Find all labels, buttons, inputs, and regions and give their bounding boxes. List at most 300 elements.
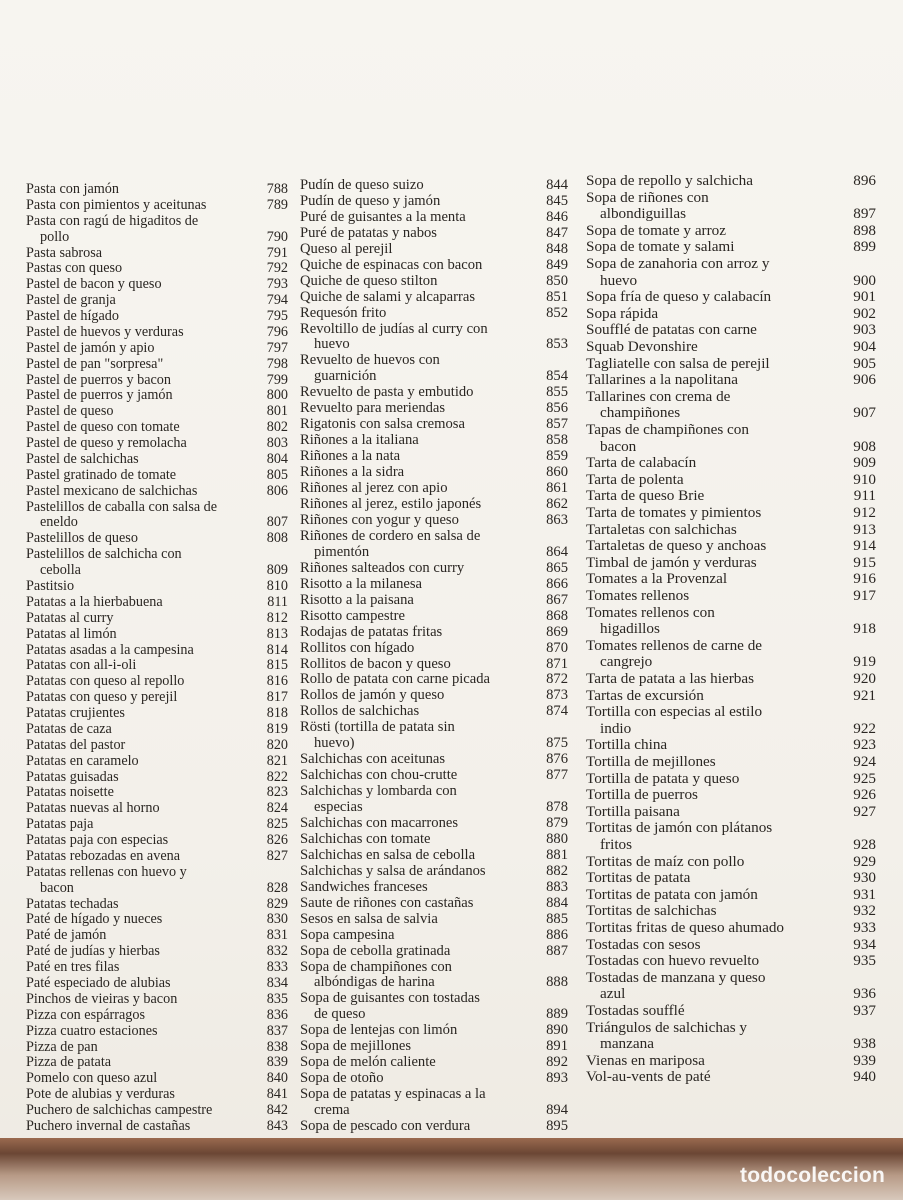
entry-title-continuation: azul	[600, 985, 626, 1003]
index-entry	[300, 815, 568, 831]
entry-page-number: 788	[266, 181, 288, 197]
index-entry	[26, 483, 288, 499]
index-entry	[586, 355, 876, 372]
entry-page-number: 932	[853, 902, 876, 920]
index-entry	[300, 1070, 568, 1086]
entry-page-number: 890	[546, 1022, 568, 1039]
entry-page-number: 908	[853, 437, 876, 455]
entry-title: Tartaletas con salchichas	[586, 520, 737, 538]
entry-title-continuation: indio	[600, 719, 632, 737]
entry-title: Paté especiado de alubias	[26, 975, 171, 991]
entry-title: Tostadas soufflé	[586, 1002, 685, 1019]
index-entry	[300, 911, 568, 927]
index-entry	[300, 560, 568, 576]
entry-title: Tostadas con sesos	[586, 935, 701, 953]
index-entry	[26, 387, 288, 403]
entry-title-continuation: huevo	[314, 336, 350, 353]
entry-title: Pastel de hígado	[26, 308, 119, 325]
index-entry	[26, 324, 288, 340]
entry-page-number: 805	[266, 466, 288, 483]
entry-title-continuation: guarnición	[314, 368, 377, 385]
index-entry	[26, 245, 288, 261]
entry-page-number: 846	[546, 208, 568, 225]
entry-title: Sopa de otoño	[300, 1070, 384, 1087]
entry-page-number: 790	[266, 228, 288, 245]
index-entry	[586, 238, 876, 255]
entry-page-number: 911	[853, 487, 876, 505]
entry-page-number: 877	[546, 767, 568, 784]
index-entry	[300, 671, 568, 687]
entry-title: Squab Devonshire	[586, 338, 698, 355]
entry-page-number: 933	[853, 919, 876, 936]
index-entry	[300, 576, 568, 592]
entry-title: Pasta con ragú de higaditos de	[26, 212, 199, 229]
entry-page-number: 874	[546, 703, 568, 720]
entry-title: Pasta con jamón	[26, 181, 119, 197]
entry-page-number: 797	[266, 339, 288, 356]
entry-title: Queso al perejil	[300, 240, 393, 257]
index-entry	[26, 546, 288, 578]
index-entry	[26, 848, 288, 864]
entry-page-number: 922	[853, 719, 876, 737]
entry-title: Rollo de patata con carne picada	[300, 671, 491, 688]
entry-title: Tortilla paisana	[586, 802, 680, 820]
index-entry	[300, 592, 568, 608]
entry-title: Salchichas con chou-crutte	[300, 767, 458, 784]
index-entry	[26, 372, 288, 388]
index-entry	[26, 705, 288, 721]
entry-page-number: 819	[266, 720, 288, 737]
index-entry	[26, 1102, 288, 1118]
entry-title: Salchichas con macarrones	[300, 815, 459, 831]
entry-title: Sopa de mejillones	[300, 1038, 412, 1055]
index-entry	[586, 770, 876, 787]
entry-page-number: 897	[853, 205, 876, 223]
entry-page-number: 859	[546, 448, 568, 465]
entry-title: Pastel gratinado de tomate	[26, 466, 177, 483]
entry-title: Pinchos de vieiras y bacon	[26, 990, 178, 1007]
entry-title: Tortitas de maíz con pollo	[586, 852, 745, 870]
entry-page-number: 914	[853, 537, 876, 555]
entry-title: Tortilla de puerros	[586, 786, 698, 804]
entry-title: Sopa de guisantes con tostadas	[300, 990, 480, 1007]
entry-title: Tartas de excursión	[586, 686, 704, 704]
entry-title: Triángulos de salchichas y	[586, 1018, 747, 1036]
index-entry	[300, 289, 568, 305]
entry-title: Tortilla de patata y queso	[586, 769, 740, 787]
index-entry	[586, 670, 876, 687]
index-entry	[586, 853, 876, 870]
entry-page-number: 865	[546, 559, 568, 576]
entry-page-number: 923	[853, 736, 876, 754]
entry-page-number: 916	[853, 570, 876, 588]
index-entry	[300, 384, 568, 400]
entry-page-number: 883	[546, 878, 568, 895]
index-entry	[300, 257, 568, 273]
index-entry	[586, 321, 876, 338]
entry-page-number: 875	[546, 735, 568, 752]
entry-page-number: 910	[853, 470, 876, 488]
entry-page-number: 907	[853, 404, 876, 422]
index-entry	[586, 1068, 876, 1085]
index-entry	[26, 657, 288, 673]
entry-page-number: 845	[546, 192, 568, 209]
entry-title: Soufflé de patatas con carne	[586, 321, 757, 339]
entry-title: Tortitas de salchichas	[586, 902, 717, 920]
entry-title: Patatas con queso y perejil	[26, 689, 178, 706]
entry-title: Pastel de queso	[26, 403, 114, 420]
entry-title: Tortilla china	[586, 736, 668, 754]
entry-page-number: 834	[266, 975, 288, 991]
entry-title: Quiche de queso stilton	[300, 272, 438, 289]
entry-page-number: 795	[266, 308, 288, 325]
index-entry	[586, 305, 876, 322]
index-entry	[26, 943, 288, 959]
index-entry	[26, 594, 288, 610]
entry-title: Timbal de jamón y verduras	[586, 553, 757, 571]
entry-page-number: 931	[853, 885, 876, 903]
entry-title-continuation: champiñones	[600, 404, 681, 422]
entry-page-number: 838	[266, 1038, 288, 1055]
index-entry	[26, 769, 288, 785]
index-entry	[300, 177, 568, 193]
entry-page-number: 869	[546, 623, 568, 640]
index-entry	[586, 952, 876, 969]
entry-title: Tostadas con huevo revuelto	[586, 952, 760, 970]
entry-title: Tortilla con especias al estilo	[586, 703, 763, 721]
index-entry	[586, 637, 876, 670]
entry-page-number: 833	[266, 959, 288, 976]
entry-title: Pudín de queso suizo	[300, 177, 424, 193]
index-entry	[300, 1086, 568, 1118]
entry-title-continuation: fritos	[600, 835, 633, 853]
entry-page-number: 817	[266, 689, 288, 706]
index-entry	[586, 886, 876, 903]
entry-page-number: 902	[853, 304, 876, 322]
entry-title: Sopa de cebolla gratinada	[300, 942, 451, 959]
index-entry	[586, 338, 876, 355]
entry-page-number: 882	[546, 862, 568, 879]
entry-page-number: 798	[266, 355, 288, 372]
index-entry	[586, 487, 876, 504]
entry-page-number: 789	[266, 196, 288, 213]
entry-title-continuation: higadillos	[600, 620, 660, 638]
entry-title: Patatas con queso al repollo	[26, 673, 185, 690]
index-entry	[300, 656, 568, 672]
index-entry	[586, 537, 876, 554]
entry-title: Patatas rebozadas en avena	[26, 847, 181, 864]
index-entry	[586, 504, 876, 521]
index-entry	[586, 803, 876, 820]
index-entry	[26, 356, 288, 372]
entry-page-number: 892	[546, 1054, 568, 1071]
index-entry	[26, 1086, 288, 1102]
entry-title-continuation: cangrejo	[600, 653, 653, 671]
entry-title: Revuelto de pasta y embutido	[300, 384, 474, 401]
entry-page-number: 857	[546, 416, 568, 433]
index-entry	[26, 991, 288, 1007]
index-entry	[586, 604, 876, 637]
index-entry	[300, 959, 568, 991]
index-entry	[26, 467, 288, 483]
entry-title: Revuelto de huevos con	[300, 352, 440, 369]
entry-page-number: 827	[266, 847, 288, 864]
entry-page-number: 885	[546, 910, 568, 927]
entry-title: Rigatonis con salsa cremosa	[300, 416, 465, 433]
entry-title: Tomates rellenos de carne de	[586, 636, 763, 654]
entry-page-number: 794	[266, 292, 288, 309]
entry-title: Sopa de zanahoria con arroz y	[586, 255, 770, 272]
entry-page-number: 930	[853, 869, 876, 887]
entry-title: Risotto a la paisana	[300, 591, 414, 608]
entry-title: Sesos en salsa de salvia	[300, 910, 438, 927]
entry-page-number: 878	[546, 799, 568, 816]
entry-title: Requesón frito	[300, 304, 387, 321]
entry-title: Patatas al curry	[26, 609, 114, 626]
entry-title: Tomates a la Provenzal	[586, 570, 728, 588]
entry-page-number: 924	[853, 753, 876, 770]
index-entry	[300, 943, 568, 959]
entry-title-continuation: crema	[314, 1102, 350, 1119]
entry-page-number: 864	[546, 543, 568, 560]
entry-page-number: 926	[853, 786, 876, 804]
entry-page-number: 847	[546, 224, 568, 241]
entry-title: Salchichas y salsa de arándanos	[300, 862, 486, 879]
index-entry	[26, 403, 288, 419]
entry-title: Salchichas con tomate	[300, 830, 431, 847]
index-entry	[586, 222, 876, 239]
index-entry	[26, 800, 288, 816]
entry-title: Pastelillos de salchicha con	[26, 546, 182, 563]
entry-title: Riñones al jerez con apio	[300, 480, 448, 497]
entry-title: Patatas asadas a la campesina	[26, 641, 194, 658]
entry-title: Patatas nuevas al horno	[26, 800, 160, 817]
index-entry	[26, 753, 288, 769]
entry-title: Riñones al jerez, estilo japonés	[300, 496, 482, 512]
index-entry	[26, 721, 288, 737]
entry-page-number: 895	[546, 1118, 568, 1135]
entry-page-number: 802	[266, 419, 288, 436]
index-entry	[300, 767, 568, 783]
index-entry	[26, 911, 288, 927]
entry-page-number: 918	[853, 620, 876, 638]
index-entry	[300, 448, 568, 464]
index-entry	[300, 703, 568, 719]
entry-page-number: 839	[266, 1054, 288, 1071]
entry-title: Sandwiches franceses	[300, 878, 428, 895]
entry-title: Pastel de huevos y verduras	[26, 323, 184, 340]
entry-title: Tagliatelle con salsa de perejil	[586, 354, 770, 372]
entry-title: Pastel de salchichas	[26, 450, 139, 467]
index-entry	[586, 288, 876, 305]
entry-title: Pizza de pan	[26, 1038, 98, 1055]
index-entry	[586, 919, 876, 936]
entry-page-number: 901	[853, 288, 876, 306]
index-entry	[26, 451, 288, 467]
index-entry	[300, 831, 568, 847]
entry-title: Pastel de puerros y jamón	[26, 387, 173, 404]
entry-page-number: 811	[267, 593, 288, 610]
index-entry	[586, 736, 876, 753]
entry-title: Tallarines con crema de	[586, 387, 731, 405]
entry-title: Puré de patatas y nabos	[300, 224, 437, 241]
entry-title: Tarta de polenta	[586, 470, 684, 488]
entry-title: Tortitas de patata con jamón	[586, 885, 758, 903]
entry-page-number: 808	[266, 530, 288, 547]
entry-page-number: 793	[266, 276, 288, 293]
index-entry	[300, 464, 568, 480]
entry-page-number: 813	[266, 625, 288, 642]
entry-page-number: 803	[266, 435, 288, 452]
entry-title: Pizza de patata	[26, 1054, 112, 1071]
entry-page-number: 824	[266, 800, 288, 817]
entry-title: Vienas en mariposa	[586, 1051, 705, 1069]
index-entry	[586, 786, 876, 803]
index-entry	[586, 255, 876, 288]
entry-page-number: 904	[853, 338, 876, 355]
entry-page-number: 912	[853, 504, 876, 521]
index-entry	[26, 419, 288, 435]
index-entry	[586, 869, 876, 886]
index-entry	[586, 969, 876, 1002]
entry-title: Risotto a la milanesa	[300, 575, 422, 592]
entry-page-number: 899	[853, 238, 876, 256]
index-entry	[26, 213, 288, 245]
index-entry	[26, 927, 288, 943]
entry-page-number: 853	[546, 336, 568, 353]
entry-title: Pastel de granja	[26, 292, 116, 309]
entry-page-number: 792	[266, 260, 288, 277]
entry-title: Puré de guisantes a la menta	[300, 208, 466, 225]
index-entry	[300, 321, 568, 353]
entry-title: Pastel de puerros y bacon	[26, 371, 171, 388]
entry-title: Pizza con espárragos	[26, 1006, 145, 1023]
index-entry	[26, 260, 288, 276]
index-entry	[26, 1023, 288, 1039]
entry-page-number: 856	[546, 400, 568, 417]
entry-page-number: 929	[853, 852, 876, 870]
entry-page-number: 810	[266, 578, 288, 594]
entry-title: Pastel de queso con tomate	[26, 419, 180, 436]
entry-title: Tapas de champiñones con	[586, 421, 749, 438]
index-entry	[586, 554, 876, 571]
entry-page-number: 826	[266, 832, 288, 849]
entry-title: Sopa fría de queso y calabacín	[586, 288, 772, 306]
index-entry	[26, 1039, 288, 1055]
index-entry	[26, 673, 288, 689]
entry-page-number: 800	[266, 387, 288, 404]
entry-page-number: 843	[266, 1117, 288, 1134]
entry-page-number: 880	[546, 830, 568, 847]
index-entry	[586, 936, 876, 953]
entry-title: Riñones con yogur y queso	[300, 511, 459, 528]
entry-title: Tomates rellenos con	[586, 603, 715, 621]
entry-page-number: 854	[546, 368, 568, 385]
entry-page-number: 917	[853, 587, 876, 604]
entry-title: Pastel de queso y remolacha	[26, 435, 187, 452]
index-entry	[300, 209, 568, 225]
entry-page-number: 873	[546, 687, 568, 704]
index-entry	[300, 1054, 568, 1070]
index-entry	[26, 896, 288, 912]
index-entry	[300, 305, 568, 321]
index-entry	[26, 864, 288, 896]
index-entry	[300, 783, 568, 815]
entry-title: Revuelto para meriendas	[300, 400, 446, 417]
entry-title: Tarta de tomates y pimientos	[586, 504, 762, 521]
entry-page-number: 906	[853, 371, 876, 389]
entry-title: Riñones a la italiana	[300, 432, 419, 449]
entry-page-number: 936	[853, 985, 876, 1003]
entry-title: Patatas al limón	[26, 625, 117, 642]
entry-title: Pastel de jamón y apio	[26, 339, 155, 356]
entry-title: Patatas techadas	[26, 895, 119, 912]
entry-title: Rollitos con hígado	[300, 639, 415, 656]
entry-title: Riñones a la sidra	[300, 464, 405, 481]
index-entry	[300, 1038, 568, 1054]
index-entry	[586, 570, 876, 587]
entry-page-number: 881	[546, 846, 568, 863]
entry-title: Saute de riñones con castañas	[300, 894, 474, 911]
entry-title: Vol-au-vents de paté	[586, 1068, 711, 1086]
index-entry	[586, 454, 876, 471]
entry-title: Sopa de tomate y arroz	[586, 221, 727, 239]
entry-title-continuation: de queso	[314, 1006, 366, 1023]
entry-title-continuation: eneldo	[40, 514, 78, 531]
index-entry	[26, 340, 288, 356]
index-entry	[300, 624, 568, 640]
entry-page-number: 860	[546, 464, 568, 481]
entry-page-number: 928	[853, 835, 876, 853]
entry-title: Tortilla de mejillones	[586, 753, 716, 770]
entry-title: Pastel mexicano de salchichas	[26, 482, 198, 499]
entry-page-number: 815	[266, 657, 288, 674]
index-entry	[300, 640, 568, 656]
entry-page-number: 809	[266, 562, 288, 579]
index-entry	[300, 480, 568, 496]
entry-page-number: 816	[266, 673, 288, 690]
entry-page-number: 872	[546, 671, 568, 688]
entry-page-number: 870	[546, 639, 568, 656]
entry-page-number: 915	[853, 553, 876, 571]
entry-page-number: 887	[546, 942, 568, 959]
entry-page-number: 886	[546, 926, 568, 943]
entry-title: Pastas con queso	[26, 260, 123, 277]
entry-title: Tomates rellenos	[586, 587, 690, 604]
entry-title: Tarta de calabacín	[586, 454, 697, 472]
entry-title: Patatas del pastor	[26, 736, 126, 753]
index-entry	[26, 292, 288, 308]
entry-page-number: 927	[853, 802, 876, 820]
entry-title: Riñones a la nata	[300, 448, 401, 465]
entry-page-number: 900	[853, 271, 876, 289]
entry-page-number: 938	[853, 1035, 876, 1053]
index-entry	[300, 416, 568, 432]
index-entry	[26, 530, 288, 546]
entry-page-number: 829	[266, 895, 288, 912]
entry-title: Rösti (tortilla de patata sin	[300, 719, 455, 736]
entry-page-number: 871	[546, 655, 568, 672]
entry-title: Tarta de patata a las hierbas	[586, 670, 755, 687]
entry-title: Pudín de queso y jamón	[300, 192, 441, 209]
index-entry	[300, 225, 568, 241]
entry-page-number: 825	[266, 816, 288, 833]
index-entry	[586, 902, 876, 919]
entry-page-number: 903	[853, 321, 876, 339]
index-entry	[586, 703, 876, 736]
index-entry	[300, 273, 568, 289]
index-entry	[300, 193, 568, 209]
